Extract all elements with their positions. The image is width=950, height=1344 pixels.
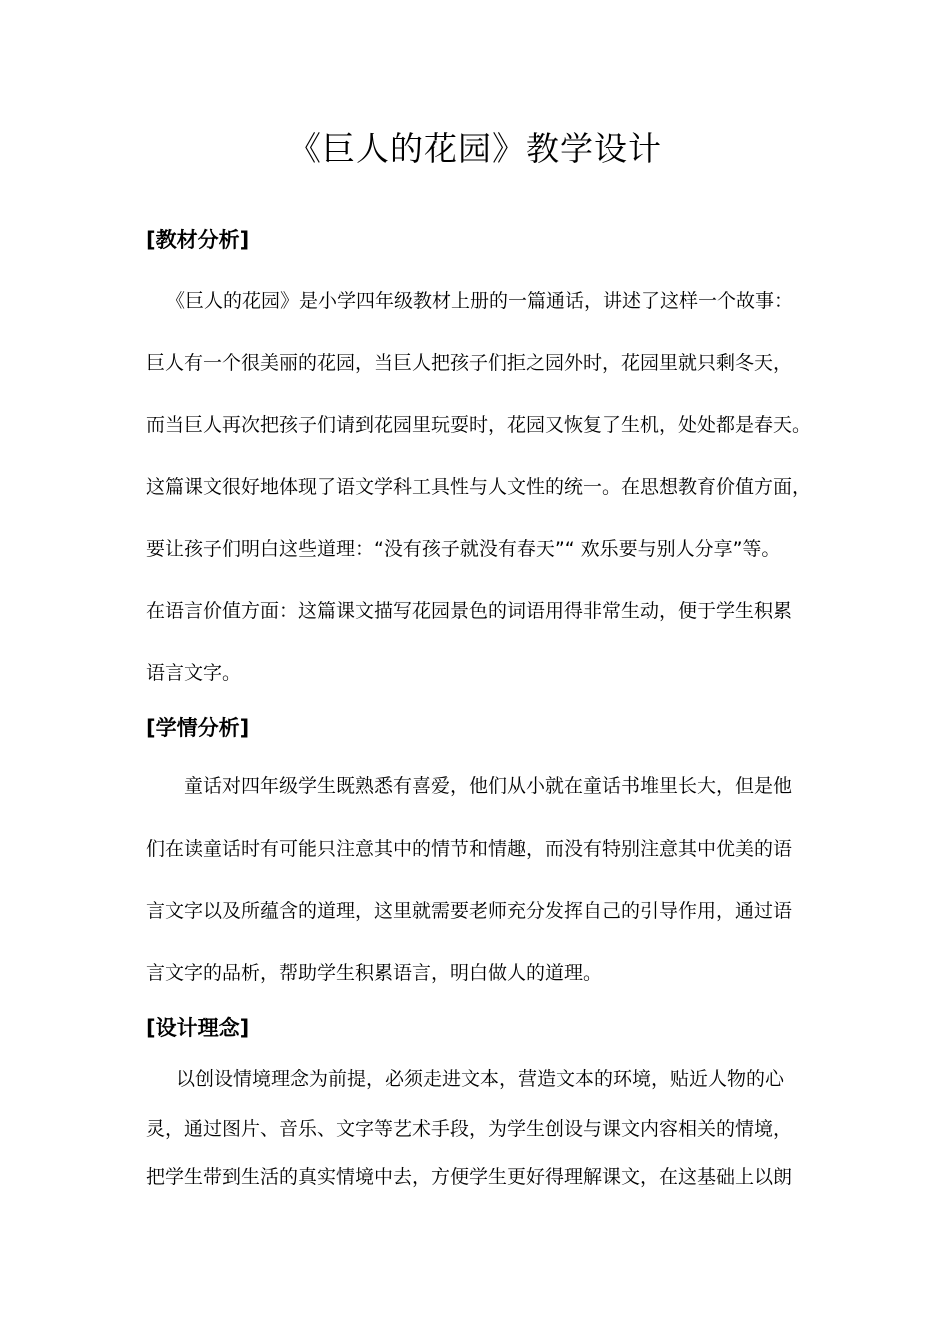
paragraph-line: 以创设情境理念为前提，必须走进文本，营造文本的环境，贴近人物的心 [176,1068,785,1090]
paragraph-line: 语言文字。 [146,662,242,684]
section-heading-design-concept: [设计理念] [146,1016,250,1040]
paragraph-line: 在语言价值方面：这篇课文描写花园景色的词语用得非常生动，便于学生积累 [146,600,793,622]
paragraph-line: 《巨人的花园》是小学四年级教材上册的一篇通话，讲述了这样一个故事： [166,290,794,312]
section-heading-student-analysis: [学情分析] [146,716,250,740]
paragraph-line: 而当巨人再次把孩子们请到花园里玩耍时，花园又恢复了生机，处处都是春天。 [146,414,812,436]
document-title: 《巨人的花园》教学设计 [288,129,662,168]
paragraph-line: 言文字以及所蕴含的道理，这里就需要老师充分发挥自己的引导作用，通过语 [146,900,793,922]
paragraph-line: 言文字的品析，帮助学生积累语言，明白做人的道理。 [146,962,603,984]
paragraph-line: 灵，通过图片、音乐、文字等艺术手段，为学生创设与课文内容相关的情境， [146,1118,793,1140]
section-heading-textbook-analysis: [教材分析] [146,228,250,252]
paragraph-line: 们在读童话时有可能只注意其中的情节和情趣，而没有特别注意其中优美的语 [146,838,793,860]
paragraph-line: 巨人有一个很美丽的花园，当巨人把孩子们拒之园外时，花园里就只剩冬天， [146,352,793,374]
paragraph-line: 把学生带到生活的真实情境中去，方便学生更好得理解课文，在这基础上以朗 [146,1166,793,1188]
paragraph-line: 要让孩子们明白这些道理：“没有孩子就没有春天”“ 欢乐要与别人分享”等。 [146,538,781,560]
paragraph-line: 童话对四年级学生既熟悉有喜爱，他们从小就在童话书堆里长大，但是他 [184,775,793,797]
paragraph-line: 这篇课文很好地体现了语文学科工具性与人文性的统一。在思想教育价值方面， [146,476,812,498]
